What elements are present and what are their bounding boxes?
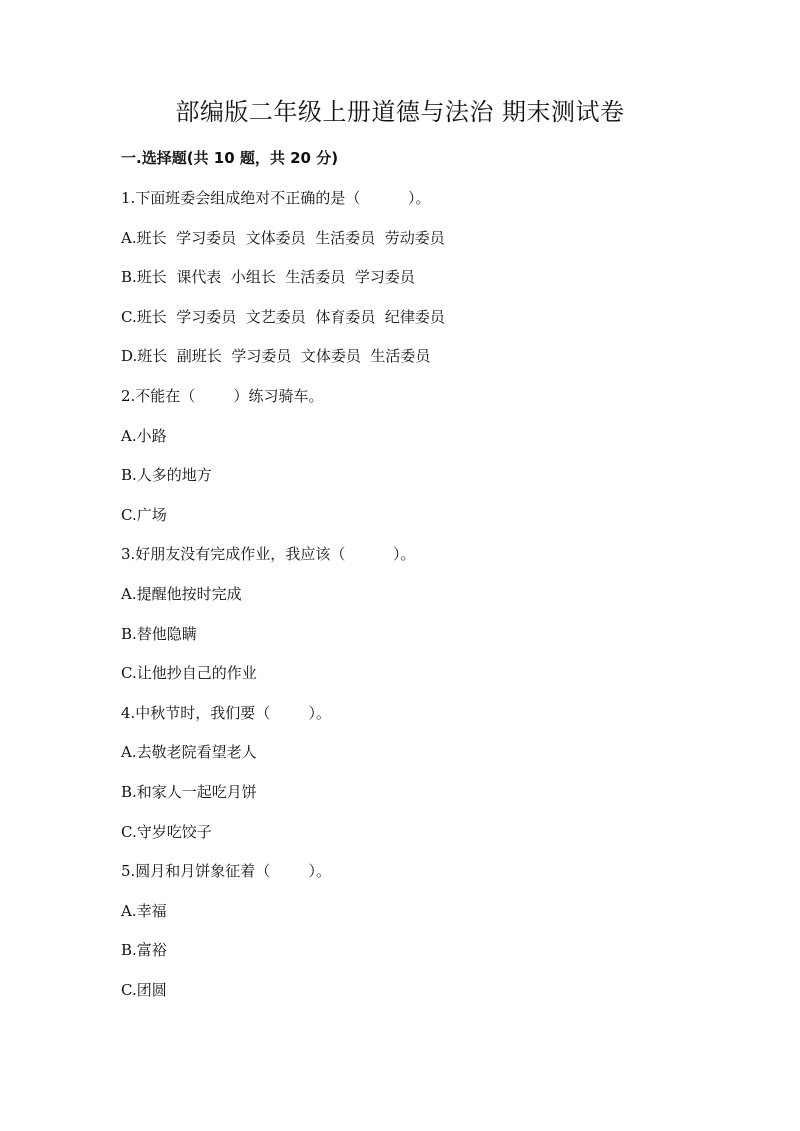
question-4-option-c: C.守岁吃饺子: [121, 823, 212, 841]
question-5-option-b: B.富裕: [121, 941, 167, 959]
question-5-option-c: C.团圆: [121, 981, 167, 999]
question-2-option-c: C.广场: [121, 506, 167, 524]
question-1-option-c: C.班长 学习委员 文艺委员 体育委员 纪律委员: [121, 308, 445, 326]
question-1-option-b: B.班长 课代表 小组长 生活委员 学习委员: [121, 268, 415, 286]
question-4-stem: 4.中秋节时，我们要（ ）。: [121, 704, 331, 722]
question-2-stem: 2.不能在（ ）练习骑车。: [121, 387, 324, 405]
question-4-option-b: B.和家人一起吃月饼: [121, 783, 257, 801]
question-1-option-a: A.班长 学习委员 文体委员 生活委员 劳动委员: [121, 229, 445, 247]
page-title: 部编版二年级上册道德与法治 期末测试卷: [175, 98, 625, 126]
question-2-option-a: A.小路: [121, 427, 167, 445]
question-3-stem: 3.好朋友没有完成作业，我应该（ ）。: [121, 545, 416, 563]
question-5-option-a: A.幸福: [121, 902, 167, 920]
section-heading: 一.选择题(共 10 题，共 20 分): [121, 149, 339, 167]
question-3-option-c: C.让他抄自己的作业: [121, 664, 257, 682]
question-2-option-b: B.人多的地方: [121, 466, 212, 484]
question-5-stem: 5.圆月和月饼象征着（ ）。: [121, 862, 331, 880]
question-3-option-a: A.提醒他按时完成: [121, 585, 242, 603]
question-1-option-d: D.班长 副班长 学习委员 文体委员 生活委员: [121, 347, 431, 365]
question-1-stem: 1.下面班委会组成绝对不正确的是（ ）。: [121, 189, 431, 207]
question-3-option-b: B.替他隐瞒: [121, 625, 197, 643]
question-4-option-a: A.去敬老院看望老人: [121, 743, 257, 761]
